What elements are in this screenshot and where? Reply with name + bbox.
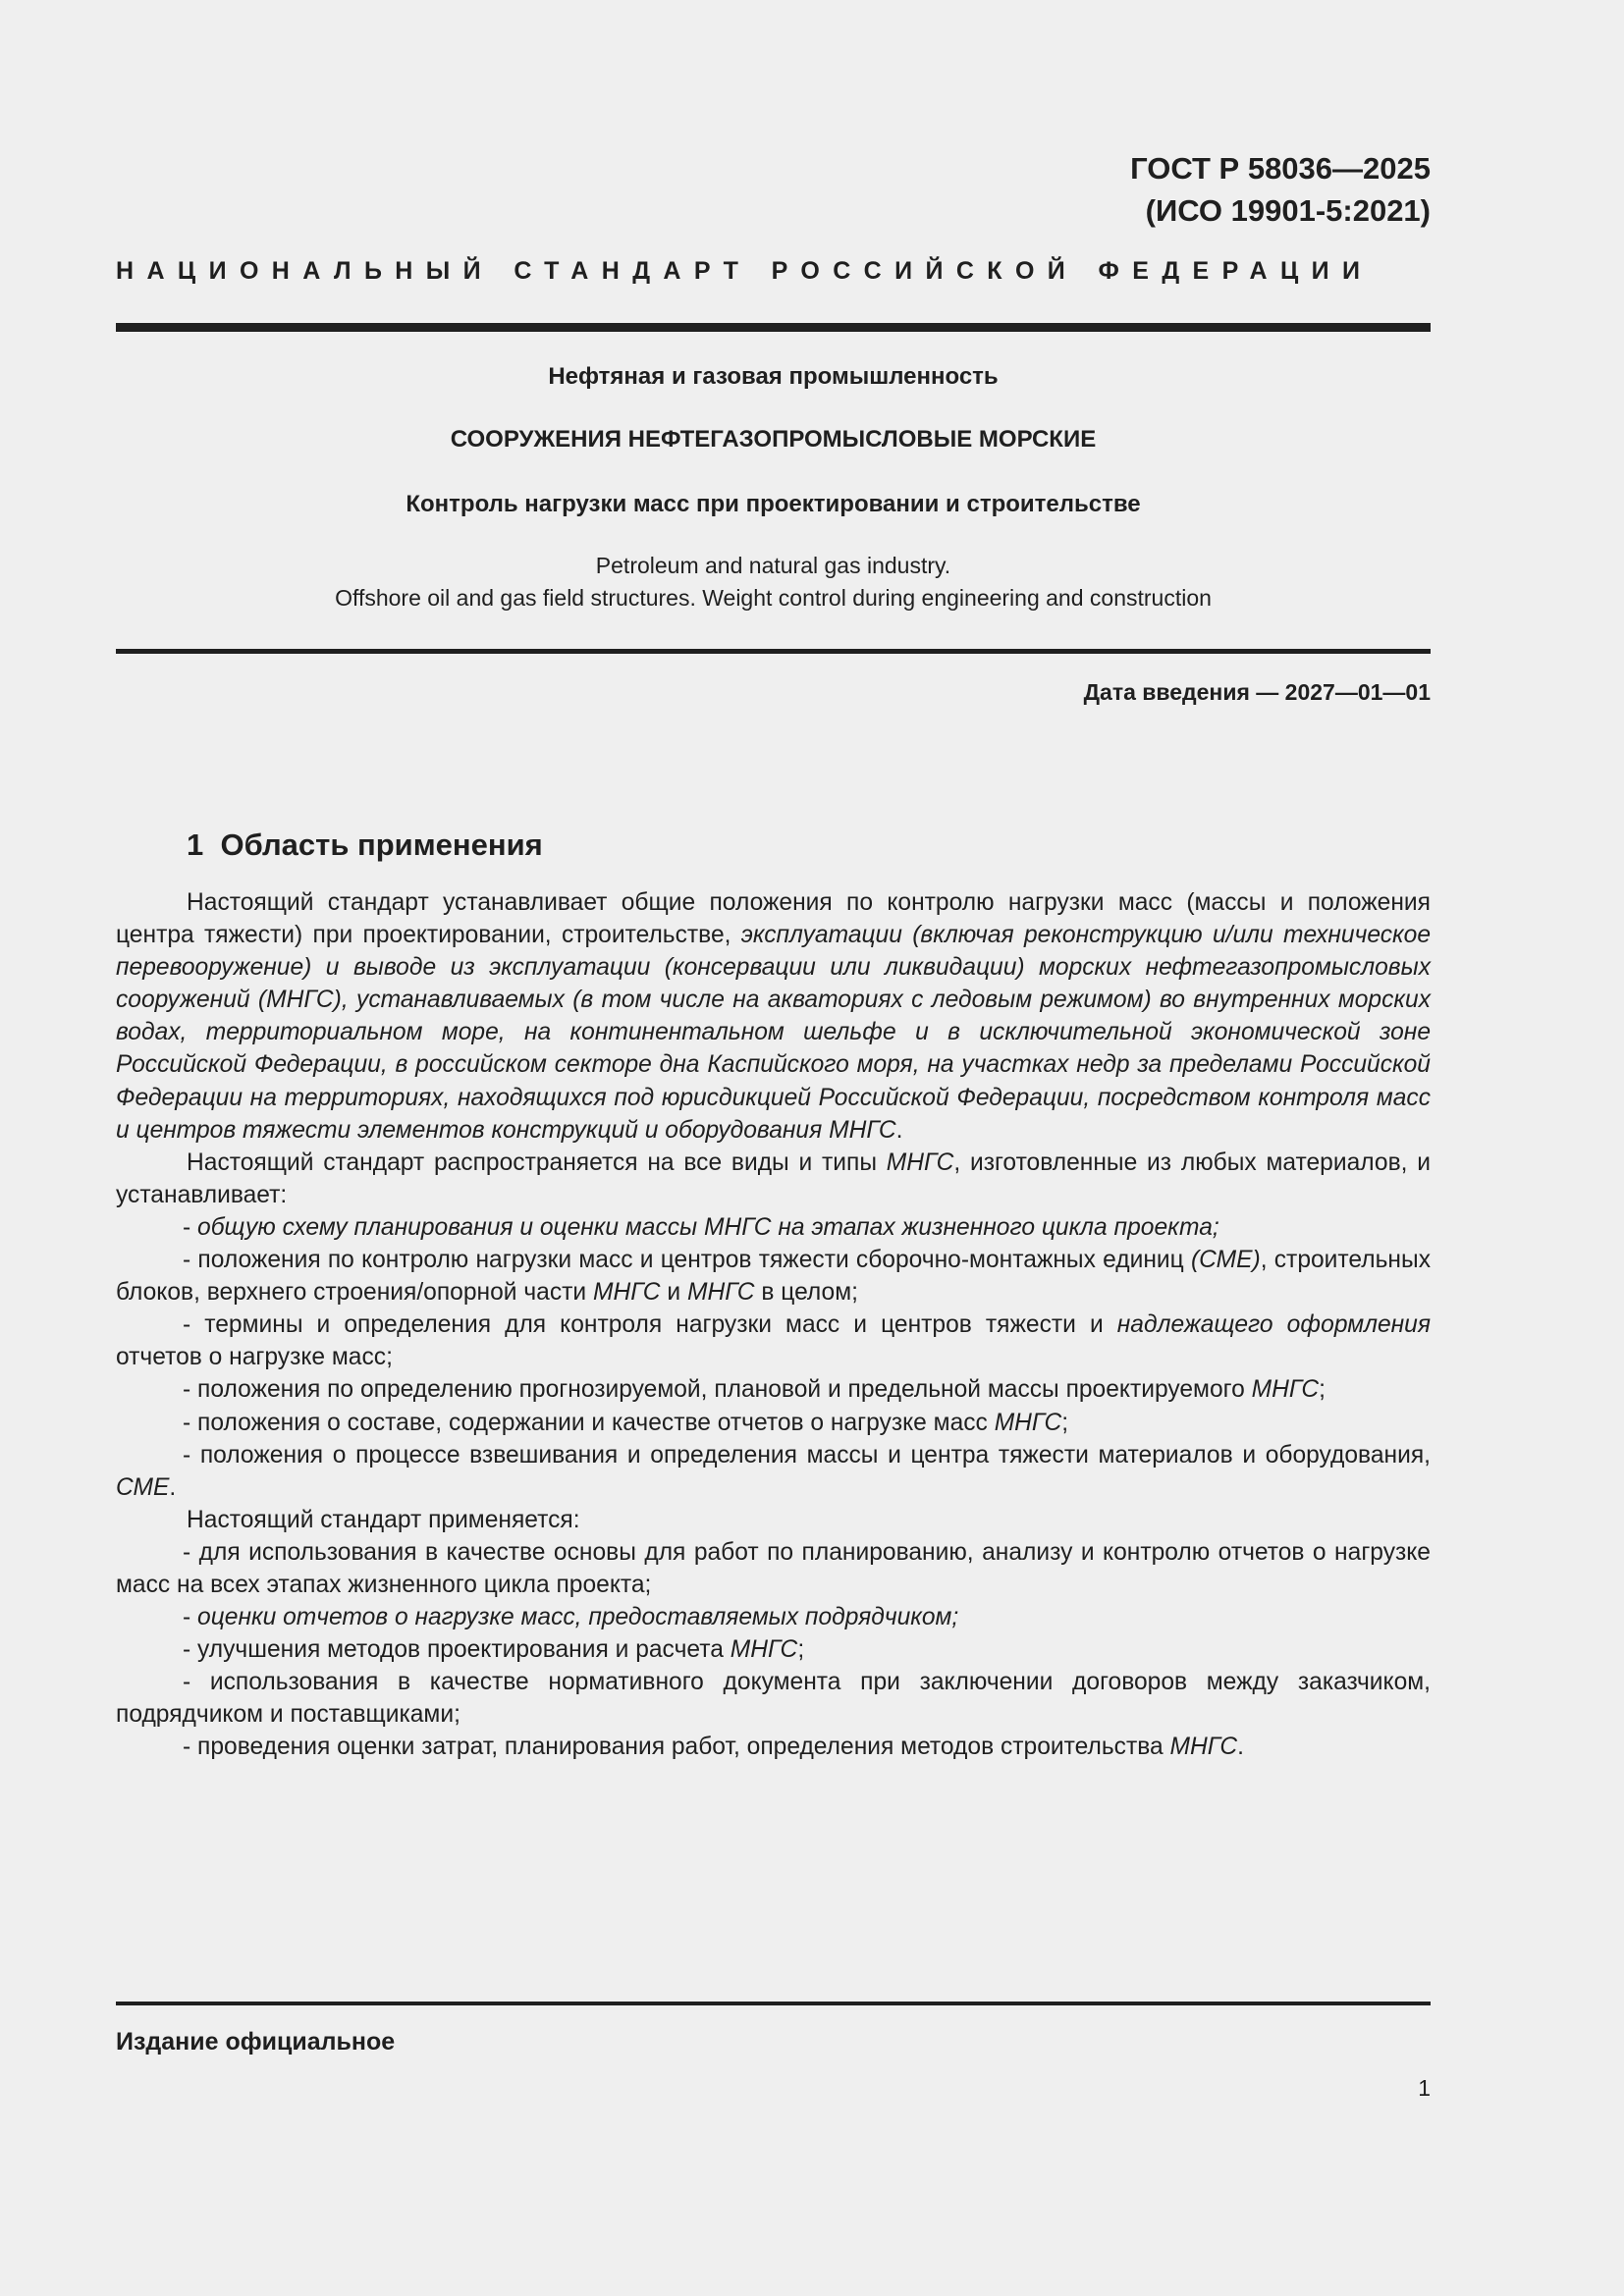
list-item: - улучшения методов проектирования и расчета МНГС; (183, 1636, 805, 1664)
section-heading (187, 828, 543, 863)
list-item: - положения о процессе взвешивания и определения массы и центра тяжести материалов и оборудования, СМЕ. (116, 1441, 1431, 1501)
list-item: - общую схему планирования и оценки массы МНГС на этапах жизненного цикла проекта; (183, 1213, 1219, 1241)
section-number: 1 (187, 828, 204, 862)
national-standard-heading: НАЦИОНАЛЬНЫЙ СТАНДАРТ РОССИЙСКОЙ ФЕДЕРАЦИИ (116, 257, 1374, 285)
english-title-line-2: Offshore oil and gas field structures. Weight control during engineering and construction (335, 585, 1212, 611)
english-title-line-1: Petroleum and natural gas industry. (595, 553, 951, 578)
list-item: - оценки отчетов о нагрузке масс, предоставляемых подрядчиком; (183, 1604, 959, 1631)
standard-code-gost: ГОСТ Р 58036—2025 (1130, 151, 1431, 186)
header-divider (116, 323, 1431, 332)
list-item: - для использования в качестве основы для работ по планированию, анализу и контролю отчетов о нагрузке масс на всех этапах жизненного цикла проекта; (116, 1538, 1431, 1598)
list-item: - положения по контролю нагрузки масс и центров тяжести сборочно-монтажных единиц (СМЕ), строительных блоков, верхнего строения/опорной части МНГС и МНГС в целом; (116, 1247, 1431, 1307)
paragraph-application: Настоящий стандарт применяется: (187, 1506, 580, 1533)
industry-title: Нефтяная и газовая промышленность (548, 363, 999, 390)
english-title (116, 550, 1431, 614)
page-number: 1 (1418, 2075, 1431, 2101)
title-divider (116, 649, 1431, 654)
paragraph-scope: Настоящий стандарт устанавливает общие положения по контролю нагрузки масс (массы и положения центра тяжести) при проектировании, строительстве, эксплуатации (включая реконструкцию и/или техническое перевооружение) и выводе из эксплуатации (консервации или ликвидации) морских нефтегазопромысловых сооружений (МНГС), устанавливаемых (в том числе на акваториях с ледовым режимом) во внутренних морских водах, территориальном море, на континентальном шельфе и в исключительной экономической зоне Российской Федерации, в российском секторе дна Каспийского моря, на участках недр за пределами Российской Федерации на территориях, находящихся под юрисдикцией Российской Федерации, посредством контроля масс и центров тяжести элементов конструкций и оборудования МНГС. (116, 889, 1431, 1144)
section-title: Область применения (220, 828, 543, 862)
list-item: - положения по определению прогнозируемой, плановой и предельной массы проектируемого МНГС; (183, 1376, 1326, 1404)
footer-divider (116, 2002, 1431, 2005)
list-item: - положения о составе, содержании и качестве отчетов о нагрузке масс МНГС; (183, 1409, 1069, 1436)
document-body (116, 886, 1431, 1764)
standard-code (1130, 147, 1431, 232)
official-edition-label: Издание официальное (116, 2028, 396, 2056)
list-item: - использования в качестве нормативного документа при заключении договоров между заказчиком, подрядчиком и поставщиками; (116, 1669, 1431, 1729)
main-title: СООРУЖЕНИЯ НЕФТЕГАЗОПРОМЫСЛОВЫЕ МОРСКИЕ (450, 426, 1097, 453)
list-item: - термины и определения для контроля нагрузки масс и центров тяжести и надлежащего оформления отчетов о нагрузке масс; (116, 1311, 1431, 1371)
subtitle: Контроль нагрузки масс при проектировании и строительстве (406, 491, 1141, 517)
paragraph-applies-to: Настоящий стандарт распространяется на все виды и типы МНГС, изготовленные из любых материалов, и устанавливает: (116, 1148, 1431, 1208)
standard-code-iso: (ИСО 19901-5:2021) (1145, 193, 1431, 228)
list-item: - проведения оценки затрат, планирования работ, определения методов строительства МНГС. (183, 1734, 1244, 1761)
date-of-introduction: Дата введения — 2027—01—01 (1083, 679, 1431, 705)
